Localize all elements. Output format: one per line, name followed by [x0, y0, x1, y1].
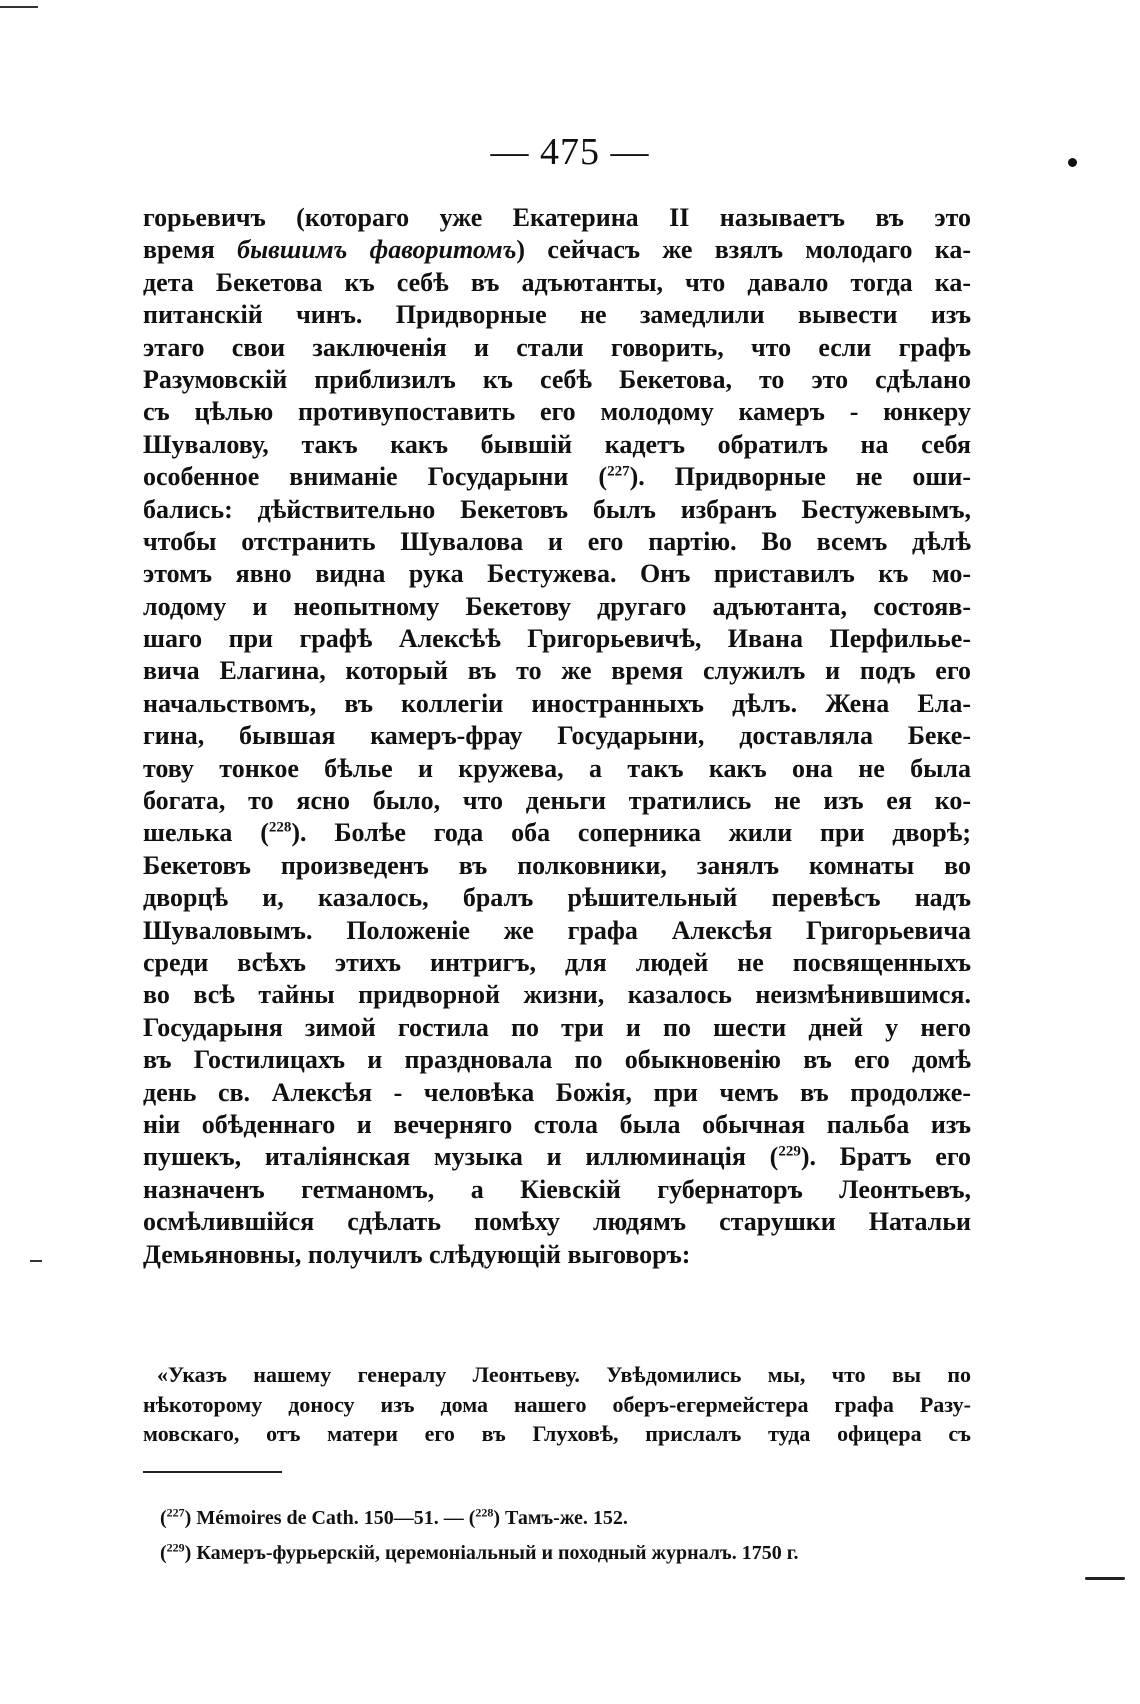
text-line: ніи обѣденнаго и вечерняго стола была обычная пальба изъ — [143, 1109, 971, 1139]
text-line: дета Бекетова къ себѣ въ адъютанты, что давало тогда ка- — [143, 267, 971, 297]
quote-line: «Указъ нашему генералу Леонтьеву. Увѣдомились мы, что вы по — [157, 1362, 971, 1387]
text-line: шелька ($^{228}$). Болѣе года оба соперника жили при дворѣ; — [143, 818, 971, 848]
text-line: лодому и неопытному Бекетову другаго адъютанта, состояв- — [143, 591, 971, 621]
footnotes — [160, 1501, 960, 1571]
text-line: вича Елагина, который въ то же время служилъ и подъ его — [143, 656, 971, 686]
italic-phrase: бывшимъ фаворитомъ — [237, 235, 517, 265]
text-line: Бекетовъ произведенъ въ полковники, занялъ комнаты во — [143, 850, 971, 880]
text-line: гина, бывшая камеръ-фрау Государыни, доставляла Беке- — [143, 721, 971, 751]
text-line: осмѣлившійся сдѣлать помѣху людямъ старушки Натальи — [143, 1207, 971, 1237]
quote-line: мовскаго, отъ матери его въ Глуховѣ, прислалъ туда офицера съ — [143, 1421, 971, 1446]
text-line: горьевичъ (котораго уже Екатерина II называетъ въ это — [143, 203, 971, 232]
text-line: во всѣ тайны придворной жизни, казалось неизмѣнившимся. — [143, 980, 971, 1010]
footnote-ref: 228 — [268, 819, 292, 836]
text-line: чтобы отстранить Шувалова и его партію. Во всемъ дѣлѣ — [143, 526, 971, 556]
footnote-ref: 227 — [607, 463, 630, 480]
footnote-line: ($^{227}$) Mémoires de Cath. 150—51. — ($^{228}$) Тамъ-же. 152. — [160, 1505, 628, 1529]
footnote-line: ($^{229}$) Камеръ-фурьерскій, церемоніальный и походный журналъ. 1750 г. — [160, 1540, 799, 1564]
margin-dash-mark — [30, 1260, 42, 1262]
text-line: назначенъ гетманомъ, а Кіевскій губернаторъ Леонтьевъ, — [143, 1174, 971, 1204]
text-line: въ Гостилицахъ и праздновала по обыкновенію въ его домѣ — [143, 1045, 971, 1075]
text-line: богата, то ясно было, что деньги тратились не изъ ея ко- — [143, 786, 971, 816]
footnote-ref: 229 — [166, 1540, 185, 1555]
footnote-rule — [143, 1471, 282, 1473]
text-line: питанскій чинъ. Придворные не замедлили вывести изъ — [143, 300, 971, 330]
text-line: Шувалову, такъ какъ бывшій кадетъ обратилъ на себя — [143, 429, 971, 459]
text-line: съ цѣлью противупоставить его молодому камеръ - юнкеру — [143, 397, 971, 427]
quoted-decree — [143, 1360, 971, 1449]
text-line: начальствомъ, въ коллегіи иностранныхъ дѣлъ. Жена Ела- — [143, 688, 971, 718]
text-line: тову тонкое бѣлье и кружева, а такъ какъ она не была — [143, 753, 971, 783]
page-number: — 475 — — [490, 131, 650, 173]
text-line: Шуваловымъ. Положеніе же графа Алексѣя Григорьевича — [143, 915, 971, 945]
footnote-ref: 228 — [475, 1505, 494, 1520]
scan-edge-line — [0, 6, 38, 8]
text-line: пушекъ, италіянская музыка и иллюминація ($^{229}$). Братъ его — [143, 1142, 971, 1172]
footnote-ref: 227 — [166, 1505, 185, 1520]
text-line: Демьяновны, получилъ слѣдующій выговоръ: — [143, 1239, 691, 1269]
text-line: особенное вниманіе Государыни ($^{227}$). Придворные не оши- — [143, 462, 971, 492]
text-line: Разумовскій приблизилъ къ себѣ Бекетова, то это сдѣлано — [143, 364, 971, 394]
text-line: среди всѣхъ этихъ интригъ, для людей не посвященныхъ — [143, 947, 971, 977]
text-line: дворцѣ и, казалось, бралъ рѣшительный перевѣсъ надъ — [143, 883, 971, 913]
text-line: бались: дѣйствительно Бекетовъ былъ избранъ Бестужевымъ, — [143, 494, 971, 524]
body-text — [143, 202, 971, 1271]
footnote-ref: 229 — [778, 1143, 801, 1160]
margin-bottom-mark — [1085, 1577, 1125, 1580]
text-line: время бывшимъ фаворитомъ) сейчасъ же взялъ молодаго ка- — [143, 235, 971, 265]
text-line: день св. Алексѣя - человѣка Божія, при чемъ въ продолже- — [143, 1077, 971, 1107]
text-line: этомъ явно видна рука Бестужева. Онъ приставилъ къ мо- — [143, 559, 971, 589]
text-line: Государыня зимой гостила по три и по шести дней у него — [143, 1012, 971, 1042]
text-line: шаго при графѣ Алексѣѣ Григорьевичѣ, Ивана Перфильье- — [143, 624, 971, 654]
quote-line: нѣкоторому доносу изъ дома нашего оберъ-егермейстера графа Разу- — [143, 1391, 971, 1417]
text-line: этаго свои заключенія и стали говорить, что если графъ — [143, 332, 971, 362]
